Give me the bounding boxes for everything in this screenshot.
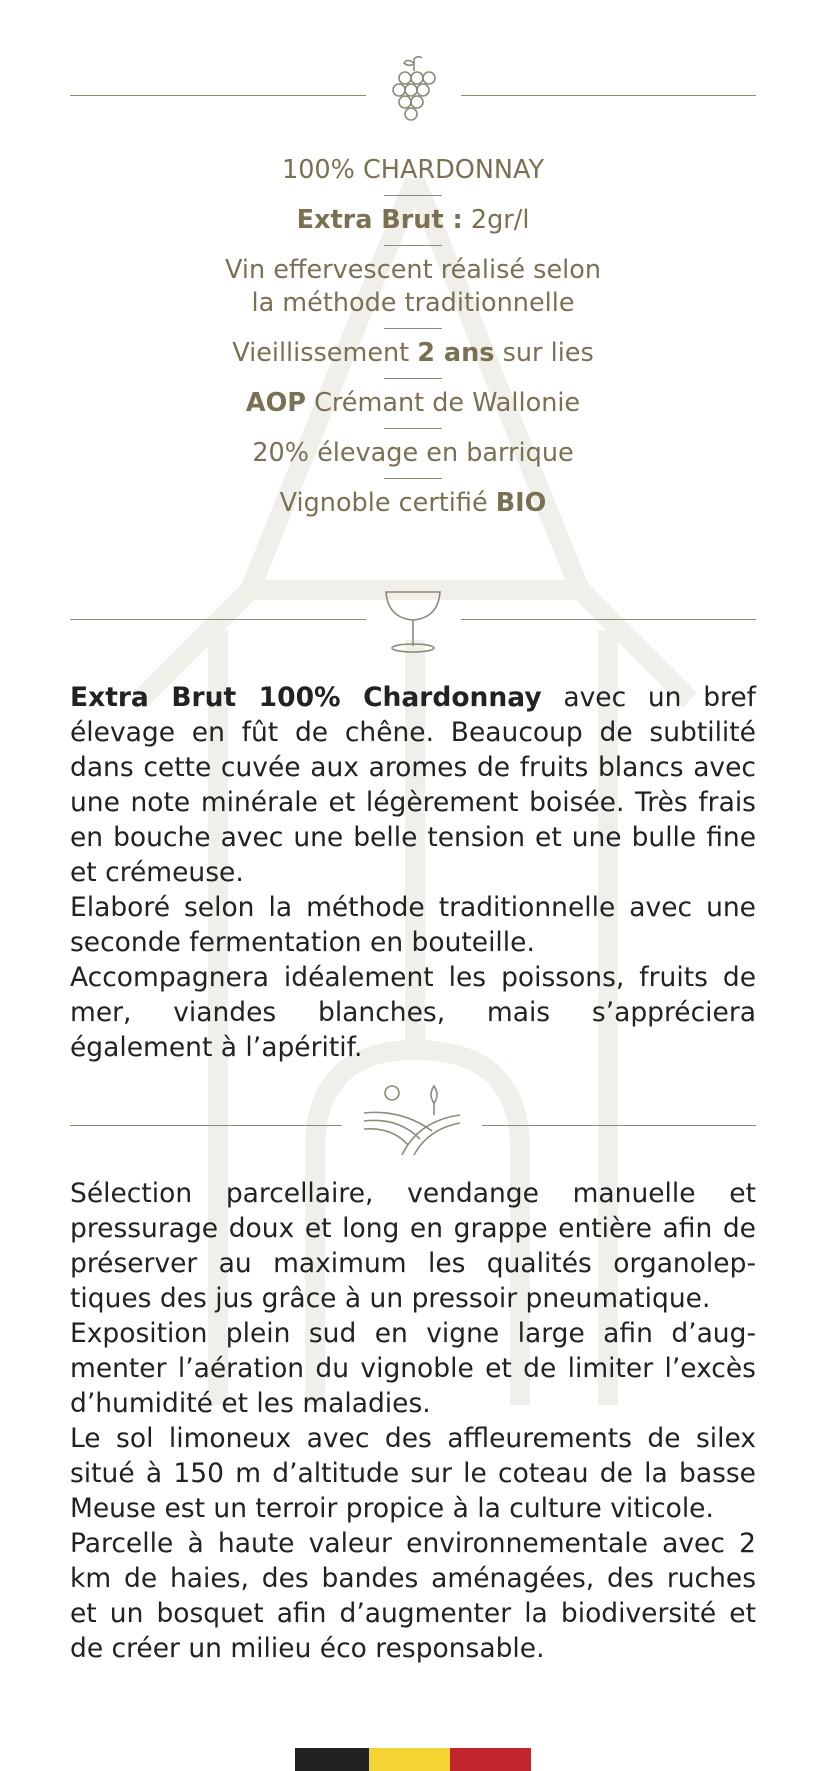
flag-stripe-black — [295, 1748, 369, 1771]
section-divider-grape — [70, 55, 756, 135]
terroir-paragraph-1: Sélection parcellaire, vendange manuelle et pressurage doux et long en grappe entière afin de préserver au maximum les qualités organoleptiques des jus grâce à un pressoir pneumatique. — [70, 1178, 756, 1314]
spec-aging-suffix: sur lies — [502, 338, 594, 368]
divider-line — [70, 1125, 342, 1126]
spec-method — [0, 254, 826, 320]
terroir-notes — [70, 1176, 756, 1666]
spec-aging-duration: 2 ans — [417, 338, 495, 368]
section-divider-glass — [70, 578, 756, 658]
spec-aging-prefix: Vieillissement — [232, 338, 410, 368]
divider-line — [482, 1125, 756, 1126]
flag-stripe-yellow — [369, 1748, 450, 1771]
spec-barrel-text: 20% élevage en barrique — [252, 438, 574, 468]
belgian-flag — [295, 1748, 531, 1771]
spec-dosage — [0, 204, 826, 237]
spec-method-line1: Vin effervescent réalisé selon — [224, 255, 601, 285]
spec-aop — [0, 387, 826, 420]
spec-aop-label: AOP — [245, 388, 306, 418]
spec-separator — [384, 478, 442, 479]
grape-icon — [386, 55, 442, 127]
spec-separator — [384, 378, 442, 379]
spec-separator — [384, 428, 442, 429]
divider-line — [461, 619, 756, 620]
spec-dosage-label: Extra Brut : — [296, 205, 463, 235]
flag-stripe-red — [450, 1748, 531, 1771]
tasting-paragraph-2: Elaboré selon la méthode traditionnelle avec une seconde fermentation en bouteille. — [70, 892, 756, 958]
spec-dosage-value: 2gr/l — [470, 205, 530, 235]
spec-bio-label: BIO — [495, 488, 547, 518]
spec-aging — [0, 337, 826, 370]
tasting-notes — [70, 680, 756, 1065]
divider-line — [70, 95, 366, 96]
coupe-glass-icon — [382, 588, 444, 654]
tasting-lead: Extra Brut 100% Chardonnay — [70, 682, 542, 713]
wine-specs — [0, 154, 826, 520]
spec-bio-prefix: Vignoble certifié — [279, 488, 488, 518]
vineyard-icon — [362, 1083, 462, 1159]
spec-barrel — [0, 437, 826, 470]
spec-grape — [0, 154, 826, 187]
spec-aop-text: Crémant de Wallonie — [314, 388, 581, 418]
divider-line — [461, 95, 756, 96]
spec-separator — [384, 245, 442, 246]
tasting-paragraph-3: Accompagnera idéalement les poissons, fruits de mer, viandes blanches, mais s’appréciera également à l’apéritif. — [70, 962, 756, 1063]
spec-grape-text: 100% CHARDONNAY — [281, 155, 545, 185]
spec-separator — [384, 195, 442, 196]
terroir-paragraph-3: Le sol limoneux avec des affleurements de silex situé à 150 m d’altitude sur le coteau de la basse Meuse est un terroir propice à la culture viticole. — [70, 1423, 756, 1524]
tasting-lead-text: avec un bref élevage en fût de chêne. Beaucoup de subtilité dans cette cuvée aux aromes de fruits blancs avec une note minérale et légèrement boisée. Très frais en bouche avec une belle tension et une bulle fine et crémeuse. — [70, 682, 756, 888]
tasting-paragraph-1 — [70, 680, 756, 890]
spec-method-line2: la méthode traditionnelle — [251, 288, 575, 318]
terroir-paragraph-2: Exposition plein sud en vigne large afin d’augmenter l’aération du vignoble et de limiter l’excès d’humidité et les maladies. — [70, 1318, 756, 1419]
terroir-paragraph-4: Parcelle à haute valeur environnementale avec 2 km de haies, des bandes aménagées, des ruches et un bosquet afin d’augmenter la biodiversité et de créer un milieu éco responsable. — [70, 1528, 756, 1664]
spec-bio — [0, 487, 826, 520]
section-divider-vineyard — [70, 1083, 756, 1163]
divider-line — [70, 619, 366, 620]
spec-separator — [384, 328, 442, 329]
